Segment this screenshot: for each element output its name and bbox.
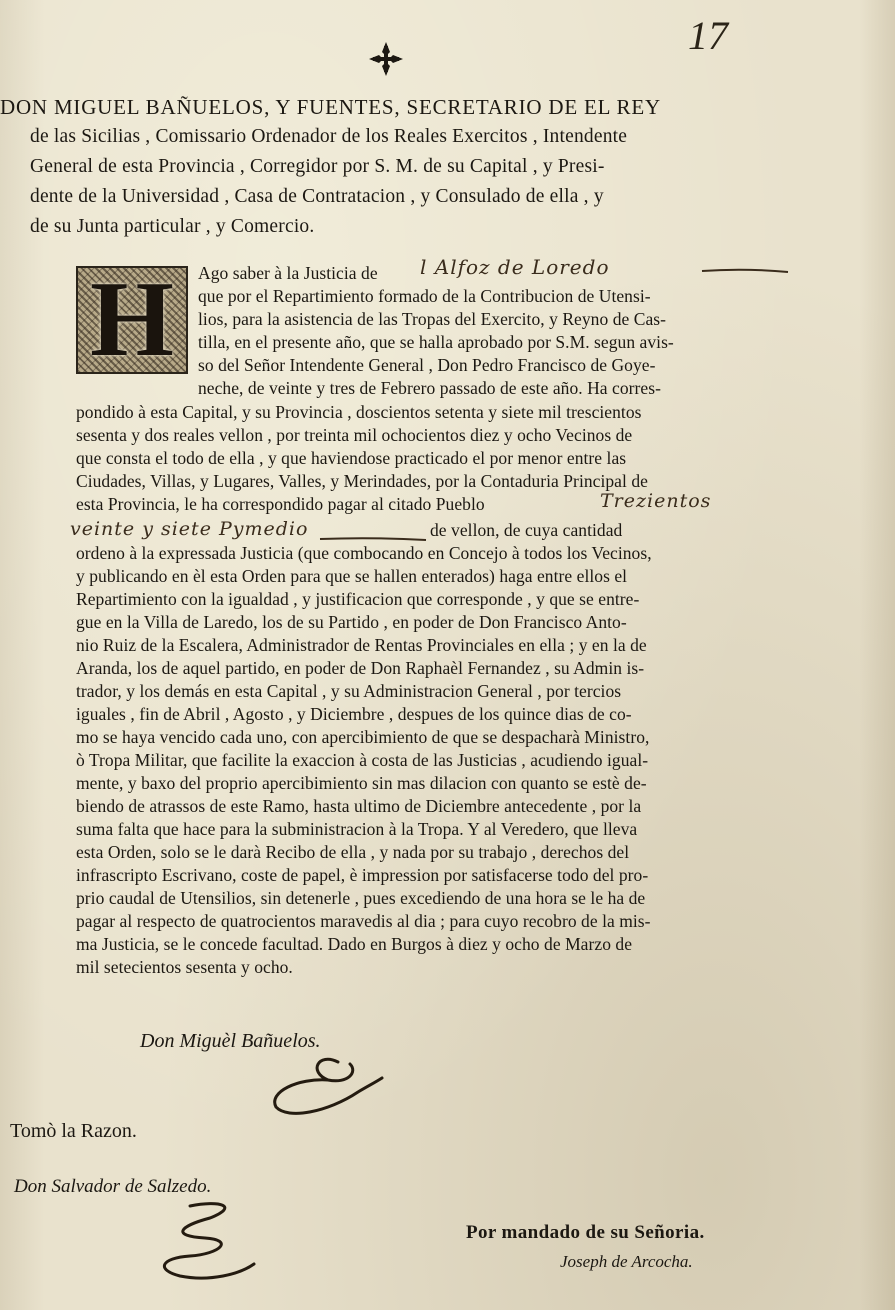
header-line: de su Junta particular , y Comercio. bbox=[30, 216, 315, 237]
decorated-initial bbox=[76, 266, 188, 374]
handwritten-place: l Alfoz de Loredo bbox=[420, 255, 610, 279]
body-line: mil setecientos sesenta y ocho. bbox=[76, 957, 293, 977]
body-line: Repartimiento con la igualdad , y justificacion que corresponde , y que se entre- bbox=[76, 589, 640, 609]
body-line: y publicando en èl esta Orden para que se hallen enterados) haga entre ellos el bbox=[76, 566, 628, 586]
body-line: que consta el todo de ella , y que haviendose practicado el por menor entre las bbox=[76, 448, 627, 468]
body-line: esta Provincia, le ha correspondido pagar al citado Pueblo bbox=[76, 494, 485, 514]
body-line: iguales , fin de Abril , Agosto , y Diciembre , despues de los quince dias de co- bbox=[76, 704, 632, 724]
body-line: mo se haya vencido cada uno, con apercibimiento de que se despacharà Ministro, bbox=[76, 727, 650, 747]
folio-number: 17 bbox=[688, 13, 728, 58]
body-line: Ago saber à la Justicia de bbox=[198, 263, 378, 283]
registrar-name: Don Salvador de Salzedo. bbox=[14, 1176, 212, 1197]
ink-dash bbox=[700, 266, 790, 276]
body-line: trador, y los demás en esta Capital , y su Administracion General , por tercios bbox=[76, 681, 622, 701]
clerk-name: Joseph de Arcocha. bbox=[560, 1252, 693, 1271]
body-line: prio caudal de Utensilios, sin detenerle , pues excediendo de una hora se le ha de bbox=[76, 888, 646, 908]
body-line: so del Señor Intendente General , Don Pedro Francisco de Goye- bbox=[198, 355, 656, 375]
body-line: neche, de veinte y tres de Febrero passado de este año. Ha corres- bbox=[198, 378, 661, 398]
header-line: General de esta Provincia , Corregidor por S. M. de su Capital , y Presi- bbox=[30, 156, 605, 177]
handwritten-amount: veinte y siete Pymedio bbox=[70, 518, 309, 540]
body-line: nio Ruiz de la Escalera, Administrador de Rentas Provinciales en ella ; y en la de bbox=[76, 635, 647, 655]
tomo-la-razon: Tomò la Razon. bbox=[10, 1120, 137, 1142]
body-line: ò Tropa Militar, que facilite la exaccion à costa de las Justicias , acudiendo igual- bbox=[76, 750, 649, 770]
body-line: sesenta y dos reales vellon , por treinta mil ochocientos diez y ocho Vecinos de bbox=[76, 425, 633, 445]
body-line: Aranda, los de aquel partido, en poder de Don Raphaèl Fernandez , su Admin is- bbox=[76, 658, 645, 678]
signer-name: Don Miguèl Bañuelos. bbox=[140, 1030, 321, 1052]
body-line: de vellon, de cuya cantidad bbox=[430, 520, 623, 540]
header-line: DON MIGUEL BAÑUELOS, Y FUENTES, SECRETARIO DE EL REY bbox=[0, 95, 661, 119]
body-line: Ciudades, Villas, y Lugares, Valles, y Merindades, por la Contaduria Principal de bbox=[76, 471, 648, 491]
body-line: esta Orden, solo se le darà Recibo de ella , y nada por su trabajo , derechos del bbox=[76, 842, 630, 862]
body-line: que por el Repartimiento formado de la Contribucion de Utensi- bbox=[198, 286, 651, 306]
body-line: ma Justicia, se le concede facultad. Dado en Burgos à diez y ocho de Marzo de bbox=[76, 934, 633, 954]
header-line: dente de la Universidad , Casa de Contratacion , y Consulado de ella , y bbox=[30, 186, 604, 207]
body-line: infrascripto Escrivano, coste de papel, è impression por satisfacerse todo del pro- bbox=[76, 865, 649, 885]
body-line: tilla, en el presente año, que se halla aprobado por S.M. segun avis- bbox=[198, 332, 674, 352]
body-line: pondido à esta Capital, y su Provincia , doscientos setenta y siete mil trescientos bbox=[76, 402, 642, 422]
handwritten-amount: Trezientos bbox=[600, 490, 712, 512]
mandate-text: Por mandado de su Señoria. bbox=[466, 1222, 705, 1243]
body-line: mente, y baxo del proprio apercibimiento sin mas dilacion con quanto se estè de- bbox=[76, 773, 647, 793]
body-line: suma falta que hace para la subministracion à la Tropa. Y al Veredero, que lleva bbox=[76, 819, 638, 839]
body-line: pagar al respecto de quatrocientos maravedis al dia ; para cuyo recobro de la mis- bbox=[76, 911, 651, 931]
body-line: lios, para la asistencia de las Tropas del Exercito, y Reyno de Cas- bbox=[198, 309, 667, 329]
document-header bbox=[0, 92, 790, 242]
body-line: gue en la Villa de Laredo, los de su Partido , en poder de Don Francisco Anto- bbox=[76, 612, 627, 632]
header-line: de las Sicilias , Comissario Ordenador de los Reales Exercitos , Intendente bbox=[30, 126, 628, 147]
signature-rubric bbox=[258, 1052, 388, 1122]
cross-icon bbox=[367, 40, 405, 78]
body-line: biendo de atrassos de este Ramo, hasta ultimo de Diciembre antecedente , por la bbox=[76, 796, 642, 816]
signature-rubric bbox=[150, 1196, 260, 1286]
initial-letter: H bbox=[89, 266, 174, 374]
body-line: ordeno à la expressada Justicia (que combocando en Concejo à todos los Vecinos, bbox=[76, 543, 652, 563]
